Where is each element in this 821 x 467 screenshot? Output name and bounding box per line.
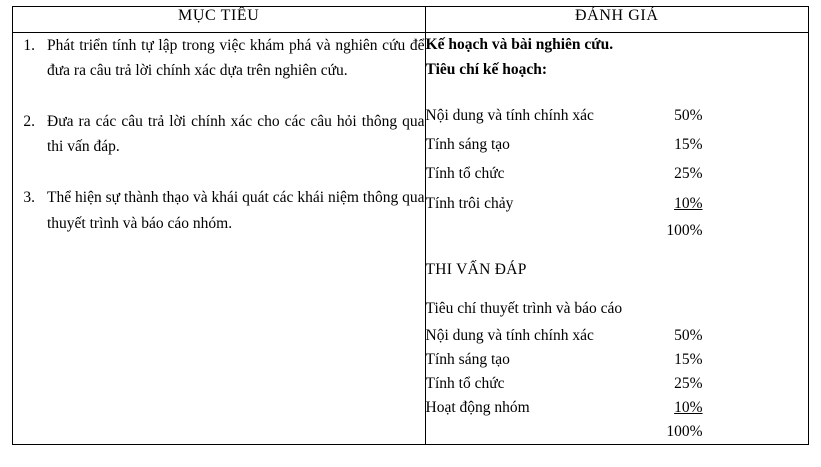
header-evaluation: ĐÁNH GIÁ <box>425 7 808 33</box>
list-item <box>13 185 425 235</box>
criterion-value: 15% <box>674 350 703 368</box>
criterion-row <box>426 159 808 188</box>
objectives-list <box>13 33 425 236</box>
header-objectives: MỤC TIÊU <box>13 7 426 33</box>
criterion-row <box>426 372 808 396</box>
objective-text: Thể hiện sự thành thạo và khái quát các khái niệm thông qua thuyết trình và báo cáo nhóm. <box>47 189 425 232</box>
spacer <box>426 245 808 255</box>
presentation-criteria-list <box>426 324 808 444</box>
document-page <box>0 6 821 467</box>
total-value: 100% <box>666 422 703 440</box>
objective-text: Đưa ra các câu trả lời chính xác cho các câu hỏi thông qua thi vấn đáp. <box>47 113 425 156</box>
criterion-label: Tính sáng tạo <box>425 350 510 368</box>
criterion-label: Tính sáng tạo <box>425 136 510 154</box>
total-value: 100% <box>666 222 703 240</box>
criterion-value: 25% <box>674 374 703 392</box>
criterion-value: 50% <box>674 106 703 124</box>
table-body-row <box>13 33 809 445</box>
spacer <box>426 83 808 101</box>
criterion-label: Tính tổ chức <box>425 165 505 183</box>
criterion-value: 50% <box>674 326 703 344</box>
list-item <box>13 109 425 159</box>
criterion-row <box>426 130 808 159</box>
objective-text: Phát triển tính tự lập trong việc khám phá và nghiên cứu để đưa ra câu trả lời chính xác dựa trên nghiên cứu. <box>47 37 425 80</box>
evaluation-title-line2: Tiêu chí kế hoạch: <box>425 60 548 78</box>
criterion-value: 15% <box>674 136 703 154</box>
presentation-total-row <box>426 420 808 444</box>
criterion-row <box>426 101 808 130</box>
criterion-label: Nội dung và tính chính xác <box>425 326 594 344</box>
plan-criteria-list <box>426 101 808 245</box>
criterion-row <box>426 324 808 348</box>
table-header-row <box>13 7 809 33</box>
criterion-value: 10% <box>674 398 703 416</box>
criterion-row <box>426 348 808 372</box>
criterion-label: Tính trôi chảy <box>425 194 514 212</box>
criterion-value: 25% <box>674 165 703 183</box>
total-label <box>426 420 641 444</box>
objectives-cell <box>13 33 426 445</box>
evaluation-title-line1: Kế hoạch và bài nghiên cứu. <box>425 36 614 53</box>
total-label <box>426 218 641 244</box>
plan-total-row <box>426 218 808 244</box>
criterion-label: Hoạt động nhóm <box>425 398 530 416</box>
objectives-evaluation-table <box>12 6 809 445</box>
presentation-heading: Tiêu chí thuyết trình và báo cáo <box>425 300 623 318</box>
list-item <box>13 33 425 83</box>
objective-number: 1. <box>23 37 35 54</box>
objective-number: 3. <box>23 189 35 207</box>
objective-number: 2. <box>23 113 35 131</box>
evaluation-cell <box>425 33 808 445</box>
criterion-row <box>426 396 808 420</box>
oral-exam-heading: THI VẤN ĐÁP <box>425 260 527 278</box>
spacer <box>426 284 808 294</box>
criterion-label: Nội dung và tính chính xác <box>425 106 594 124</box>
criterion-label: Tính tổ chức <box>425 374 505 392</box>
criterion-value: 10% <box>674 194 703 212</box>
criterion-row <box>426 189 808 218</box>
